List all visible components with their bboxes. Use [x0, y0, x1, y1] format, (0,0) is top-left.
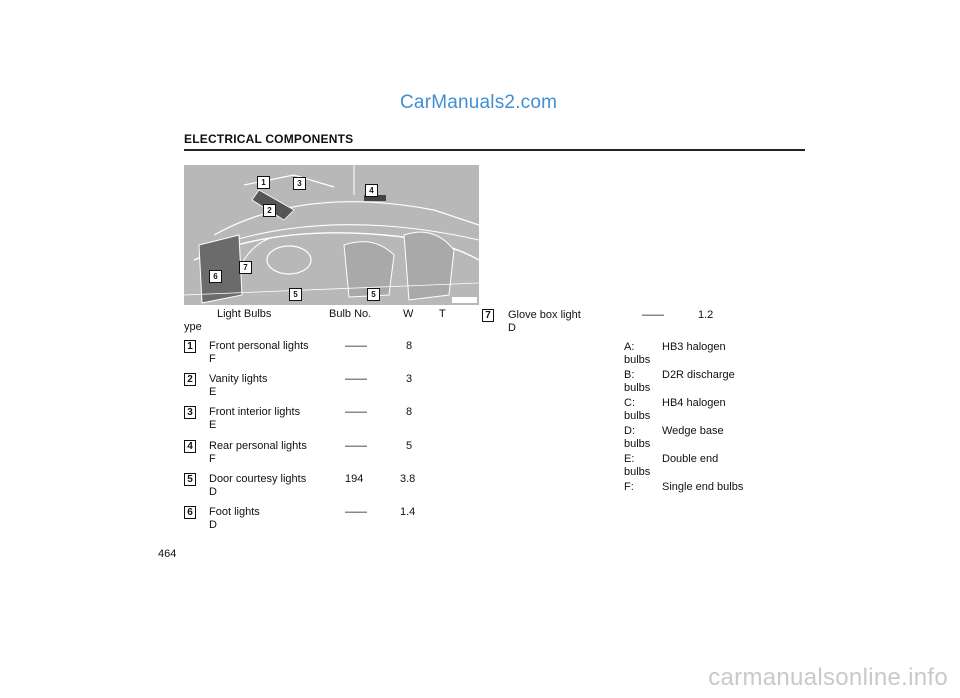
- callout-7: 7: [239, 261, 252, 274]
- row-name-1: Front personal lights: [209, 340, 309, 352]
- callout-2: 2: [263, 204, 276, 217]
- row-type-1: F: [209, 353, 216, 365]
- row-w-5: 3.8: [400, 473, 416, 485]
- row-w-4: 5: [406, 440, 413, 452]
- section-title: ELECTRICAL COMPONENTS: [184, 132, 354, 146]
- row-number-4: 4: [184, 440, 196, 453]
- row-type-4: F: [209, 453, 216, 465]
- row-w-7: 1.2: [698, 309, 714, 321]
- row-bulb-6: ——: [345, 506, 367, 518]
- legend-key-e: E:: [624, 453, 635, 465]
- legend-suffix-a: bulbs: [624, 354, 651, 366]
- row-bulb-2: ——: [345, 373, 367, 385]
- car-interior-illustration: [184, 165, 479, 305]
- row-w-2: 3: [406, 373, 413, 385]
- row-bulb-1: ——: [345, 340, 367, 352]
- callout-1: 1: [257, 176, 270, 189]
- row-bulb-5: 194: [345, 473, 364, 485]
- legend-key-c: C:: [624, 397, 635, 409]
- legend-suffix-c: bulbs: [624, 410, 651, 422]
- callout-6: 6: [209, 270, 222, 283]
- row-w-1: 8: [406, 340, 413, 352]
- row-number-1: 1: [184, 340, 196, 353]
- row-name-3: Front interior lights: [209, 406, 301, 418]
- row-type-2: E: [209, 386, 217, 398]
- header-bulb-no: Bulb No.: [329, 308, 372, 320]
- legend-key-a: A:: [624, 341, 635, 353]
- row-type-7: D: [508, 322, 516, 334]
- page-number: 464: [158, 548, 177, 560]
- row-name-4: Rear personal lights: [209, 440, 307, 452]
- legend-key-b: B:: [624, 369, 635, 381]
- header-w: W: [403, 308, 414, 320]
- header-light-bulbs: Light Bulbs: [217, 308, 272, 320]
- legend-value-c: HB4 halogen: [662, 397, 726, 409]
- legend-suffix-e: bulbs: [624, 466, 651, 478]
- row-bulb-7: ——: [642, 309, 664, 321]
- row-name-2: Vanity lights: [209, 373, 268, 385]
- row-number-5: 5: [184, 473, 196, 486]
- callout-5b: 5: [367, 288, 380, 301]
- callout-3: 3: [293, 177, 306, 190]
- row-bulb-3: ——: [345, 406, 367, 418]
- row-type-5: D: [209, 486, 217, 498]
- row-w-6: 1.4: [400, 506, 416, 518]
- row-number-7: 7: [482, 309, 494, 322]
- watermark-bottom[interactable]: carmanualsonline.info: [708, 664, 948, 691]
- legend-value-f: Single end bulbs: [662, 481, 744, 493]
- legend-value-e: Double end: [662, 453, 719, 465]
- title-rule: [184, 149, 805, 151]
- row-type-3: E: [209, 419, 217, 431]
- row-number-3: 3: [184, 406, 196, 419]
- legend-value-d: Wedge base: [662, 425, 724, 437]
- row-type-6: D: [209, 519, 217, 531]
- row-name-6: Foot lights: [209, 506, 260, 518]
- callout-5a: 5: [289, 288, 302, 301]
- header-type-rest: ype: [184, 321, 202, 333]
- legend-suffix-d: bulbs: [624, 438, 651, 450]
- callout-4: 4: [365, 184, 378, 197]
- row-bulb-4: ——: [345, 440, 367, 452]
- row-name-5: Door courtesy lights: [209, 473, 307, 485]
- row-number-6: 6: [184, 506, 196, 519]
- header-type-t: T: [439, 308, 446, 320]
- legend-value-a: HB3 halogen: [662, 341, 726, 353]
- row-number-2: 2: [184, 373, 196, 386]
- legend-key-d: D:: [624, 425, 635, 437]
- row-w-3: 8: [406, 406, 413, 418]
- legend-value-b: D2R discharge: [662, 369, 735, 381]
- legend-suffix-b: bulbs: [624, 382, 651, 394]
- legend-key-f: F:: [624, 481, 634, 493]
- watermark-top[interactable]: CarManuals2.com: [400, 92, 558, 113]
- row-name-7: Glove box light: [508, 309, 581, 321]
